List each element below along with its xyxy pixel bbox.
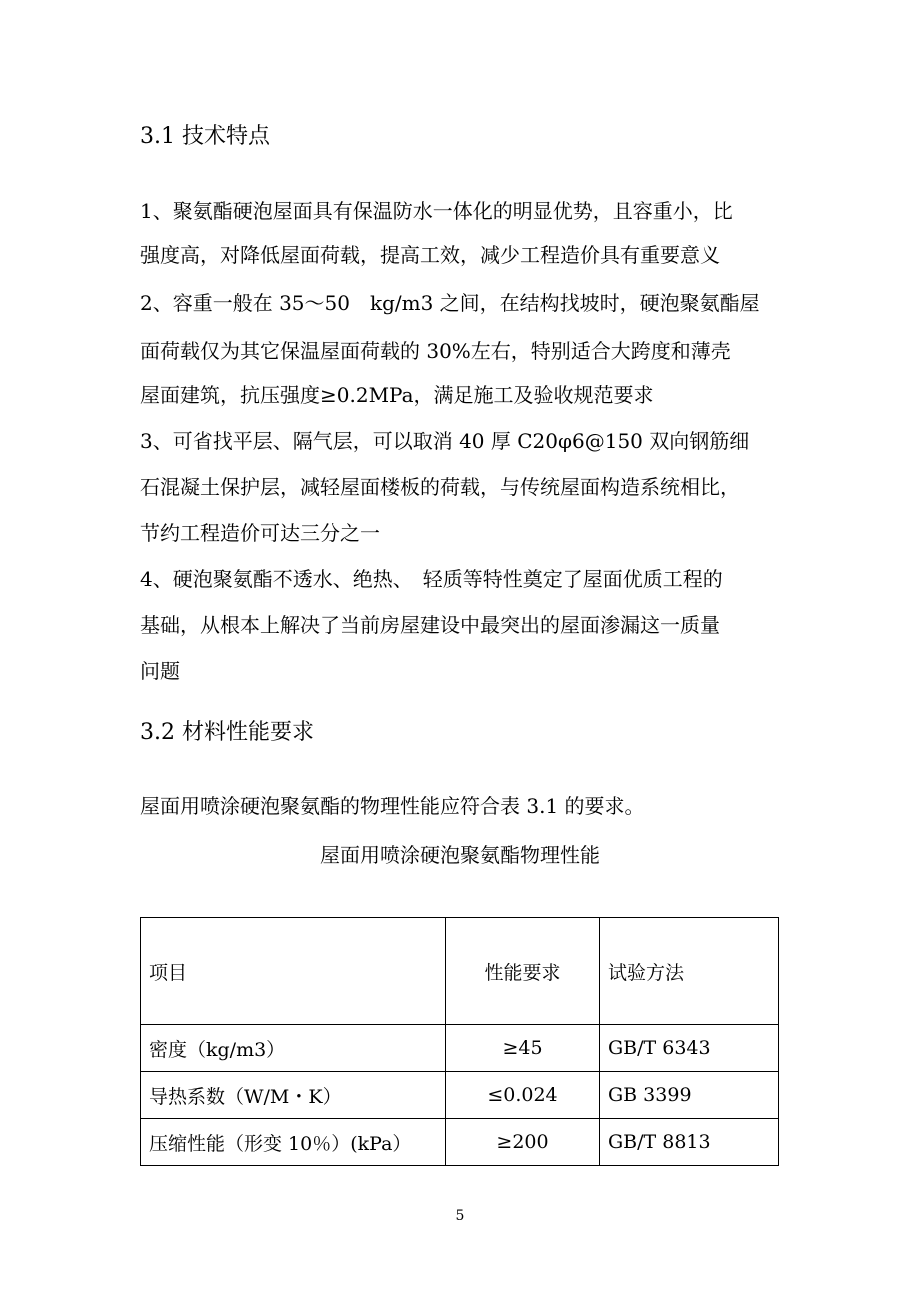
- header-test-method: 试验方法: [600, 918, 779, 1025]
- cell-item: 密度（kg/m3）: [141, 1025, 446, 1072]
- paragraph-line: 4、硬泡聚氨酯不透水、绝热、 轻质等特性奠定了屋面优质工程的: [140, 567, 723, 591]
- page-number: 5: [455, 1208, 465, 1224]
- paragraph-line: 屋面建筑，抗压强度≥0.2MPa，满足施工及验收规范要求: [140, 383, 654, 407]
- cell-test-method: GB/T 6343: [600, 1025, 779, 1072]
- section-heading-3-2: 3.2 材料性能要求: [140, 720, 314, 745]
- cell-item: 压缩性能（形变 10％）(kPa）: [141, 1119, 446, 1166]
- paragraph-line: 2、容重一般在 35～50 kg/m3 之间，在结构找坡时，硬泡聚氨酯屋: [140, 291, 760, 315]
- paragraph-line: 面荷载仅为其它保温屋面荷载的 30%左右，特别适合大跨度和薄壳: [140, 339, 731, 363]
- paragraph-line: 1、聚氨酯硬泡屋面具有保温防水一体化的明显优势，且容重小，比: [140, 199, 733, 223]
- header-requirement: 性能要求: [446, 918, 600, 1025]
- intro-text: 屋面用喷涂硬泡聚氨酯的物理性能应符合表 3.1 的要求。: [140, 794, 645, 818]
- cell-test-method: GB/T 8813: [600, 1119, 779, 1166]
- paragraph-line: 强度高，对降低屋面荷载，提高工效，减少工程造价具有重要意义: [140, 243, 720, 267]
- cell-test-method: GB 3399: [600, 1072, 779, 1119]
- properties-table: [140, 917, 779, 1166]
- table-caption: 屋面用喷涂硬泡聚氨酯物理性能: [320, 843, 600, 867]
- table-row: [141, 1025, 779, 1072]
- paragraph-line: 问题: [140, 659, 180, 683]
- paragraph-line: 3、可省找平层、隔气层，可以取消 40 厚 C20φ6@150 双向钢筋细: [140, 429, 750, 453]
- table-row: [141, 1072, 779, 1119]
- cell-requirement: ≥45: [446, 1025, 600, 1072]
- section-heading-3-1: 3.1 技术特点: [140, 124, 270, 149]
- paragraph-line: 节约工程造价可达三分之一: [140, 521, 380, 545]
- paragraph-line: 基础，从根本上解决了当前房屋建设中最突出的屋面渗漏这一质量: [140, 613, 720, 637]
- table-row: [141, 1119, 779, 1166]
- cell-item: 导热系数（W/M・K）: [141, 1072, 446, 1119]
- header-item: 项目: [141, 918, 446, 1025]
- paragraph-line: 石混凝土保护层，减轻屋面楼板的荷载，与传统屋面构造系统相比，: [140, 475, 740, 499]
- table-header-row: [141, 918, 779, 1025]
- cell-requirement: ≤0.024: [446, 1072, 600, 1119]
- cell-requirement: ≥200: [446, 1119, 600, 1166]
